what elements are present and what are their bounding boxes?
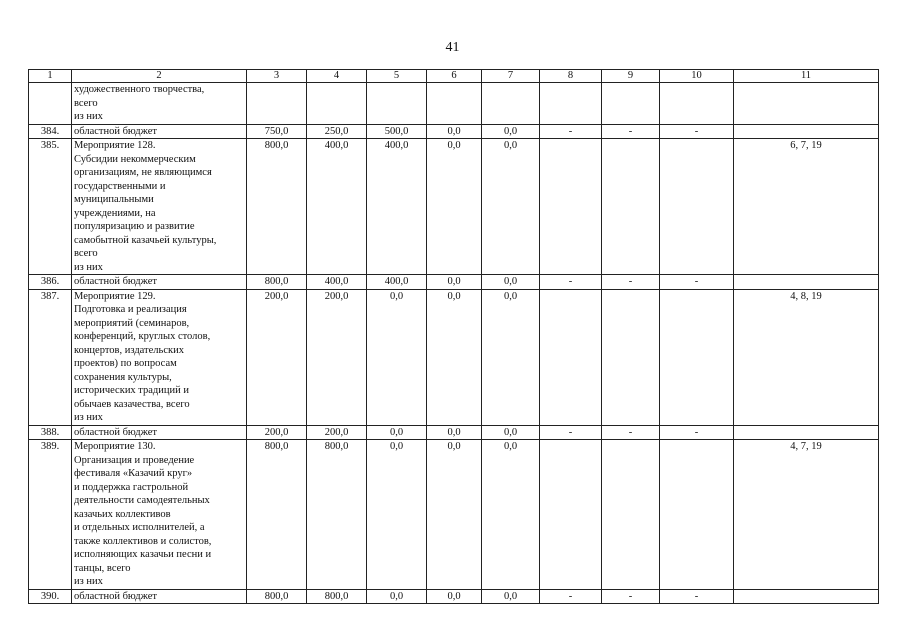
cell-c7: 0,0 xyxy=(482,440,540,590)
cell-c10 xyxy=(660,289,734,425)
header-cell: 11 xyxy=(734,70,879,83)
row-name-line: областной бюджет xyxy=(74,125,157,137)
row-name-line: обычаев казачества, всего xyxy=(74,398,190,410)
row-name-line: Мероприятие 128. xyxy=(74,140,156,151)
cell-c6: 0,0 xyxy=(427,289,482,425)
row-name xyxy=(72,83,247,125)
row-number: 386. xyxy=(29,275,72,290)
cell-c9: - xyxy=(602,124,660,139)
row-name-line: концертов, издательских xyxy=(74,344,184,356)
cell-c10: - xyxy=(660,275,734,290)
row-name-line: областной бюджет xyxy=(74,426,157,438)
cell-c11 xyxy=(734,425,879,440)
row-name-line: Мероприятие 130. xyxy=(74,441,156,452)
header-cell: 10 xyxy=(660,70,734,83)
cell-c3: 800,0 xyxy=(247,275,307,290)
row-name xyxy=(72,139,247,275)
cell-c7: 0,0 xyxy=(482,275,540,290)
cell-c10 xyxy=(660,139,734,275)
cell-c7: 0,0 xyxy=(482,124,540,139)
row-number: 384. xyxy=(29,124,72,139)
row-number: 388. xyxy=(29,425,72,440)
row-name-line: популяризацию и развитие xyxy=(74,221,195,232)
row-name xyxy=(72,425,247,440)
row-name-line: исполняющих казачьи песни и xyxy=(74,549,212,560)
cell-c11 xyxy=(734,83,879,125)
cell-c8 xyxy=(540,289,602,425)
header-cell: 8 xyxy=(540,70,602,83)
row-name-line: мероприятий (семинаров, xyxy=(74,317,190,329)
cell-c7: 0,0 xyxy=(482,425,540,440)
cell-c3: 750,0 xyxy=(247,124,307,139)
cell-c3: 800,0 xyxy=(247,589,307,604)
cell-c3: 800,0 xyxy=(247,440,307,590)
row-name xyxy=(72,124,247,139)
row-name-line: организациям, не являющимся xyxy=(74,167,212,178)
table-row xyxy=(29,289,879,425)
cell-c4: 400,0 xyxy=(307,139,367,275)
cell-c11 xyxy=(734,275,879,290)
cell-c8 xyxy=(540,139,602,275)
row-name-line: проектов) по вопросам xyxy=(74,358,177,369)
cell-c4: 250,0 xyxy=(307,124,367,139)
cell-c10 xyxy=(660,83,734,125)
row-name-line: из них xyxy=(74,261,103,273)
cell-c8: - xyxy=(540,589,602,604)
cell-c8: - xyxy=(540,124,602,139)
header-cell: 1 xyxy=(29,70,72,83)
cell-c9 xyxy=(602,139,660,275)
header-cell: 3 xyxy=(247,70,307,83)
row-name-line: деятельности самодеятельных xyxy=(74,495,210,506)
cell-c4: 400,0 xyxy=(307,275,367,290)
row-name-line: Мероприятие 129. xyxy=(74,290,156,302)
cell-c9 xyxy=(602,83,660,125)
cell-c4: 200,0 xyxy=(307,425,367,440)
table-row xyxy=(29,440,879,590)
cell-c5: 500,0 xyxy=(367,124,427,139)
cell-c3: 800,0 xyxy=(247,139,307,275)
row-name xyxy=(72,289,247,425)
table-row xyxy=(29,589,879,604)
cell-c7: 0,0 xyxy=(482,139,540,275)
cell-c8 xyxy=(540,83,602,125)
row-number: 389. xyxy=(29,440,72,590)
row-name-line: областной бюджет xyxy=(74,276,157,287)
cell-c8 xyxy=(540,440,602,590)
table-row xyxy=(29,275,879,290)
row-name-line: из них xyxy=(74,576,103,587)
row-name-line: областной бюджет xyxy=(74,590,157,602)
table-row xyxy=(29,83,879,125)
cell-c5: 0,0 xyxy=(367,289,427,425)
cell-c11: 4, 8, 19 xyxy=(734,289,879,425)
row-name-line: конференций, круглых столов, xyxy=(74,331,211,342)
cell-c10 xyxy=(660,440,734,590)
row-name-line: из них xyxy=(74,111,103,122)
table-row xyxy=(29,139,879,275)
table-row xyxy=(29,425,879,440)
table-body xyxy=(29,70,879,604)
cell-c9 xyxy=(602,440,660,590)
row-name-line: и поддержка гастрольной xyxy=(74,481,189,493)
cell-c7 xyxy=(482,83,540,125)
cell-c4: 800,0 xyxy=(307,589,367,604)
cell-c5: 0,0 xyxy=(367,440,427,590)
cell-c6 xyxy=(427,83,482,125)
header-cell: 2 xyxy=(72,70,247,83)
row-number: 385. xyxy=(29,139,72,275)
row-name-line: также коллективов и солистов, xyxy=(74,535,212,547)
cell-c8: - xyxy=(540,425,602,440)
row-name-line: из них xyxy=(74,412,103,423)
row-name-line: казачьих коллективов xyxy=(74,508,171,520)
table-row xyxy=(29,124,879,139)
row-name-line: государственными и xyxy=(74,180,166,192)
row-name-line: учреждениями, на xyxy=(74,207,156,219)
row-name-line: исторических традиций и xyxy=(74,385,189,396)
header-cell: 6 xyxy=(427,70,482,83)
header-cell: 4 xyxy=(307,70,367,83)
row-name-line: танцы, всего xyxy=(74,562,131,574)
cell-c5: 0,0 xyxy=(367,589,427,604)
row-name-line: сохранения культуры, xyxy=(74,371,172,383)
cell-c6: 0,0 xyxy=(427,589,482,604)
cell-c9: - xyxy=(602,589,660,604)
cell-c11 xyxy=(734,589,879,604)
cell-c3 xyxy=(247,83,307,125)
cell-c7: 0,0 xyxy=(482,589,540,604)
row-name-line: всего xyxy=(74,248,98,259)
cell-c11 xyxy=(734,124,879,139)
cell-c9 xyxy=(602,289,660,425)
row-name xyxy=(72,440,247,590)
cell-c6: 0,0 xyxy=(427,124,482,139)
cell-c7: 0,0 xyxy=(482,289,540,425)
cell-c5: 400,0 xyxy=(367,275,427,290)
cell-c4: 200,0 xyxy=(307,289,367,425)
cell-c5: 400,0 xyxy=(367,139,427,275)
row-name-line: всего xyxy=(74,97,98,109)
cell-c4 xyxy=(307,83,367,125)
cell-c10: - xyxy=(660,425,734,440)
row-name xyxy=(72,275,247,290)
cell-c6: 0,0 xyxy=(427,275,482,290)
row-name-line: фестиваля «Казачий круг» xyxy=(74,468,193,479)
header-row xyxy=(29,70,879,83)
row-number: 390. xyxy=(29,589,72,604)
cell-c11: 6, 7, 19 xyxy=(734,139,879,275)
header-cell: 9 xyxy=(602,70,660,83)
row-name-line: Организация и проведение xyxy=(74,454,195,466)
row-name xyxy=(72,589,247,604)
row-name-line: Субсидии некоммерческим xyxy=(74,153,196,165)
cell-c4: 800,0 xyxy=(307,440,367,590)
cell-c8: - xyxy=(540,275,602,290)
cell-c6: 0,0 xyxy=(427,139,482,275)
page-number: 41 xyxy=(445,40,460,55)
cell-c9: - xyxy=(602,425,660,440)
cell-c3: 200,0 xyxy=(247,425,307,440)
cell-c5: 0,0 xyxy=(367,425,427,440)
cell-c6: 0,0 xyxy=(427,425,482,440)
row-name-line: художественного творчества, xyxy=(74,84,205,95)
row-name-line: муниципальными xyxy=(74,194,154,205)
row-name-line: Подготовка и реализация xyxy=(74,304,187,315)
cell-c5 xyxy=(367,83,427,125)
cell-c10: - xyxy=(660,589,734,604)
budget-table xyxy=(28,69,879,604)
cell-c6: 0,0 xyxy=(427,440,482,590)
header-cell: 5 xyxy=(367,70,427,83)
cell-c11: 4, 7, 19 xyxy=(734,440,879,590)
cell-c9: - xyxy=(602,275,660,290)
row-name-line: и отдельных исполнителей, а xyxy=(74,522,205,533)
header-cell: 7 xyxy=(482,70,540,83)
cell-c3: 200,0 xyxy=(247,289,307,425)
cell-c10: - xyxy=(660,124,734,139)
row-number xyxy=(29,83,72,125)
row-number: 387. xyxy=(29,289,72,425)
row-name-line: самобытной казачьей культуры, xyxy=(74,234,217,246)
